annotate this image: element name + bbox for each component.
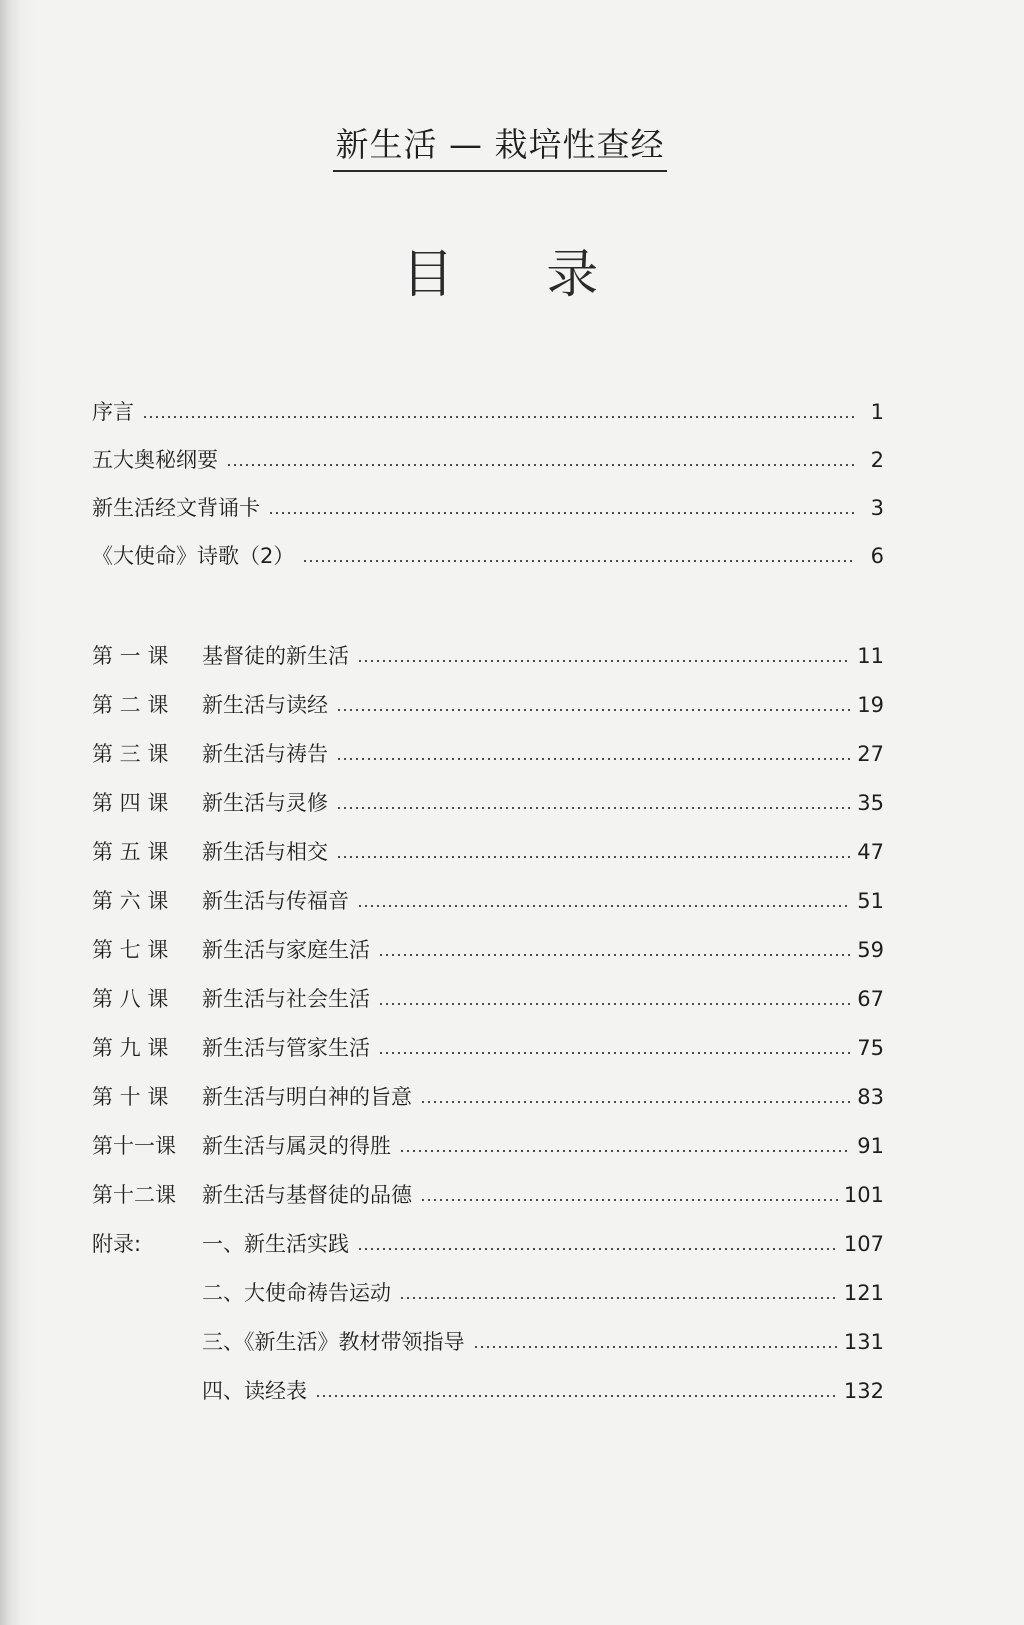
toc-entry-page: 11 bbox=[857, 644, 884, 668]
toc-entry-lesson bbox=[92, 1126, 884, 1160]
dot-leader bbox=[378, 1002, 851, 1006]
dot-leader bbox=[226, 463, 854, 467]
toc-entry-page: 47 bbox=[857, 840, 884, 864]
toc-entry-page: 35 bbox=[857, 791, 884, 815]
toc-entry-page: 27 bbox=[857, 742, 884, 766]
lesson-number: 第十一课 bbox=[92, 1134, 176, 1158]
dot-leader bbox=[420, 1198, 838, 1202]
toc-entry-lesson bbox=[92, 979, 884, 1013]
lesson-number: 第 七 课 bbox=[92, 938, 169, 962]
toc-entry-page: 3 bbox=[870, 496, 884, 520]
toc-entry-title: 二、大使命祷告运动 bbox=[202, 1281, 391, 1305]
toc-entry-lesson bbox=[92, 685, 884, 719]
dot-leader bbox=[357, 1247, 838, 1251]
toc-entry-title: 基督徒的新生活 bbox=[202, 644, 349, 668]
toc-entry-page: 1 bbox=[870, 400, 884, 424]
lesson-number: 第 三 课 bbox=[92, 742, 169, 766]
toc-entry-title: 新生活经文背诵卡 bbox=[92, 496, 260, 520]
toc-entry-preface bbox=[92, 392, 884, 426]
toc-entry-page: 121 bbox=[843, 1281, 884, 1305]
book-title-text: 新生活 — 栽培性查经 bbox=[333, 122, 668, 172]
toc-entry-title: 新生活与读经 bbox=[202, 693, 328, 717]
toc-entry-page: 6 bbox=[870, 544, 884, 568]
toc-entry-title: 序言 bbox=[92, 400, 134, 424]
toc-entry-lesson bbox=[92, 1077, 884, 1111]
dot-leader bbox=[420, 1100, 851, 1104]
toc-entry-title: 新生活与传福音 bbox=[202, 889, 349, 913]
toc-entry-page: 67 bbox=[857, 987, 884, 1011]
toc-entry-page: 91 bbox=[857, 1134, 884, 1158]
lesson-number: 第 二 课 bbox=[92, 693, 169, 717]
dot-leader bbox=[315, 1394, 838, 1398]
toc-entry-title: 新生活与祷告 bbox=[202, 742, 328, 766]
dot-leader bbox=[336, 855, 851, 859]
lesson-number: 第 十 课 bbox=[92, 1085, 169, 1109]
toc-entry-lesson bbox=[92, 783, 884, 817]
toc-entry-title: 新生活与管家生活 bbox=[202, 1036, 370, 1060]
toc-entry-appendix bbox=[92, 1273, 884, 1307]
toc-entry-page: 2 bbox=[870, 448, 884, 472]
dot-leader bbox=[336, 757, 851, 761]
lesson-number: 第十二课 bbox=[92, 1183, 176, 1207]
toc-entry-lesson bbox=[92, 636, 884, 670]
dot-leader bbox=[399, 1296, 838, 1300]
dot-leader bbox=[378, 1051, 851, 1055]
toc-entry-lesson bbox=[92, 930, 884, 964]
toc-entry-hymn bbox=[92, 536, 884, 570]
toc-entry-appendix bbox=[92, 1371, 884, 1405]
toc-entry-lesson bbox=[92, 881, 884, 915]
toc-entry-title: 新生活与明白神的旨意 bbox=[202, 1085, 412, 1109]
toc-entry-page: 132 bbox=[843, 1379, 884, 1403]
book-title bbox=[0, 122, 1000, 172]
dot-leader bbox=[357, 659, 851, 663]
toc-entry-lesson bbox=[92, 832, 884, 866]
toc-entry-title: 四、读经表 bbox=[202, 1379, 307, 1403]
toc-entry-page: 51 bbox=[857, 889, 884, 913]
toc-entry-page: 101 bbox=[843, 1183, 884, 1207]
dot-leader bbox=[336, 708, 851, 712]
dot-leader bbox=[399, 1149, 851, 1153]
toc-entry-title: 三、《新生活》教材带领指导 bbox=[202, 1330, 465, 1354]
toc-entry-appendix bbox=[92, 1224, 884, 1258]
lesson-number: 第 五 课 bbox=[92, 840, 169, 864]
toc-entry-memory-cards bbox=[92, 488, 884, 522]
toc-entry-page: 75 bbox=[857, 1036, 884, 1060]
toc-entry-page: 131 bbox=[843, 1330, 884, 1354]
dot-leader bbox=[378, 953, 851, 957]
toc-entry-title: 新生活与社会生活 bbox=[202, 987, 370, 1011]
toc-entry-page: 83 bbox=[857, 1085, 884, 1109]
lesson-number: 第 六 课 bbox=[92, 889, 169, 913]
lesson-number: 第 八 课 bbox=[92, 987, 169, 1011]
toc-entry-title: 五大奥秘纲要 bbox=[92, 448, 218, 472]
lesson-number: 第 九 课 bbox=[92, 1036, 169, 1060]
dot-leader bbox=[357, 904, 851, 908]
dot-leader bbox=[302, 559, 854, 563]
dot-leader bbox=[268, 511, 854, 515]
toc-entry-lesson bbox=[92, 1175, 884, 1209]
toc-entry-title: 新生活与家庭生活 bbox=[202, 938, 370, 962]
toc-entry-title: 新生活与基督徒的品德 bbox=[202, 1183, 412, 1207]
toc-entry-page: 19 bbox=[857, 693, 884, 717]
toc-heading: 目 录 bbox=[401, 245, 637, 305]
dot-leader bbox=[142, 415, 854, 419]
dot-leader bbox=[473, 1345, 838, 1349]
dot-leader bbox=[336, 806, 851, 810]
appendix-label: 附录: bbox=[92, 1232, 142, 1256]
toc-entry-outline bbox=[92, 440, 884, 474]
toc-entry-appendix bbox=[92, 1322, 884, 1356]
toc-entry-title: 新生活与属灵的得胜 bbox=[202, 1134, 391, 1158]
toc-entry-title: 《大使命》诗歌（2） bbox=[92, 544, 295, 568]
toc-entry-page: 59 bbox=[857, 938, 884, 962]
toc-entry-lesson bbox=[92, 1028, 884, 1062]
lesson-number: 第 一 课 bbox=[92, 644, 169, 668]
toc-entry-title: 新生活与相交 bbox=[202, 840, 328, 864]
lesson-number: 第 四 课 bbox=[92, 791, 169, 815]
toc-entry-title: 一、新生活实践 bbox=[202, 1232, 349, 1256]
toc-entry-title: 新生活与灵修 bbox=[202, 791, 328, 815]
toc-entry-lesson bbox=[92, 734, 884, 768]
toc-entry-page: 107 bbox=[843, 1232, 884, 1256]
